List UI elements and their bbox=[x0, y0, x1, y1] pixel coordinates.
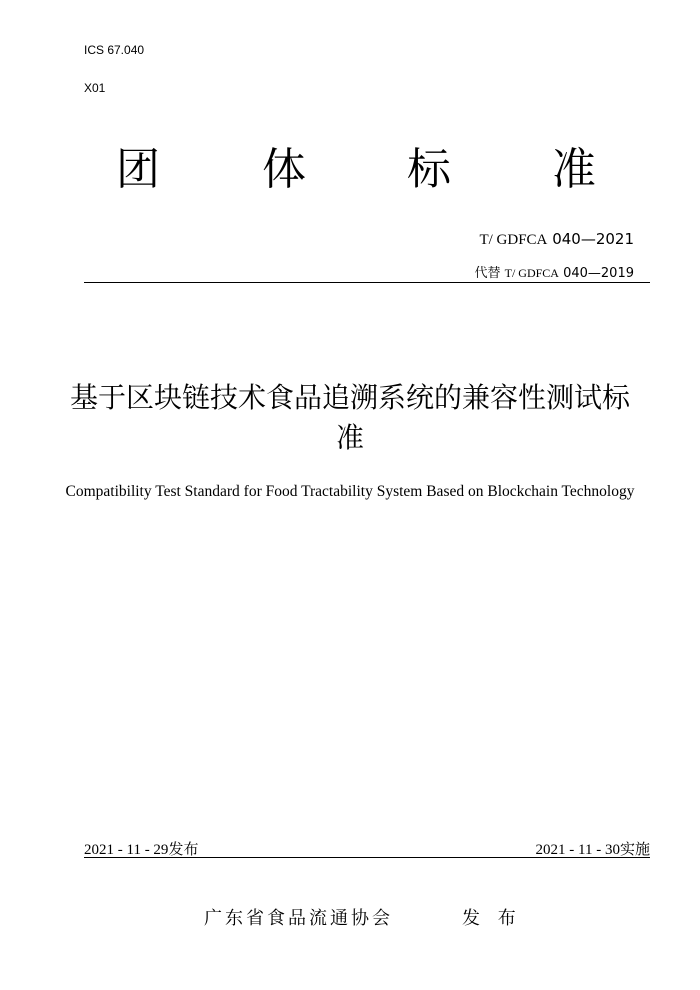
bottom-divider bbox=[84, 857, 650, 858]
document-title-cn: 基于区块链技术食品追溯系统的兼容性测试标准 bbox=[69, 381, 630, 454]
ics-code: ICS 67.040 bbox=[84, 43, 145, 57]
category-char-3: 标 bbox=[407, 144, 451, 195]
issue-date-value: 2021 - 11 - 29 bbox=[84, 842, 169, 858]
standard-code bbox=[479, 230, 634, 249]
category-char-4: 准 bbox=[552, 144, 596, 195]
standard-code-number: 040—2021 bbox=[552, 230, 634, 248]
publisher-name: 广东省食品流通协会 bbox=[204, 908, 393, 929]
replaces-prefix: T/ GDFCA bbox=[504, 266, 559, 280]
replaces-label: 代替 bbox=[474, 266, 501, 281]
category-char-2: 体 bbox=[262, 144, 306, 195]
effective-date-label: 实施 bbox=[619, 840, 650, 858]
issue-date bbox=[84, 838, 198, 859]
standard-code-prefix: T/ GDFCA bbox=[479, 232, 548, 248]
category-char-1: 团 bbox=[116, 144, 160, 195]
publish-label: 发 布 bbox=[462, 908, 522, 929]
effective-date bbox=[536, 838, 650, 859]
classification-code: X01 bbox=[84, 81, 106, 95]
effective-date-value: 2021 - 11 - 30 bbox=[535, 842, 620, 858]
issue-date-label: 发布 bbox=[168, 840, 199, 858]
standard-category-title bbox=[0, 140, 700, 200]
replaces-standard bbox=[474, 262, 634, 281]
document-title-en: Compatibility Test Standard for Food Tractability System Based on Blockchain Technology bbox=[65, 483, 635, 500]
top-divider bbox=[84, 282, 650, 283]
replaces-number: 040—2019 bbox=[563, 266, 634, 281]
